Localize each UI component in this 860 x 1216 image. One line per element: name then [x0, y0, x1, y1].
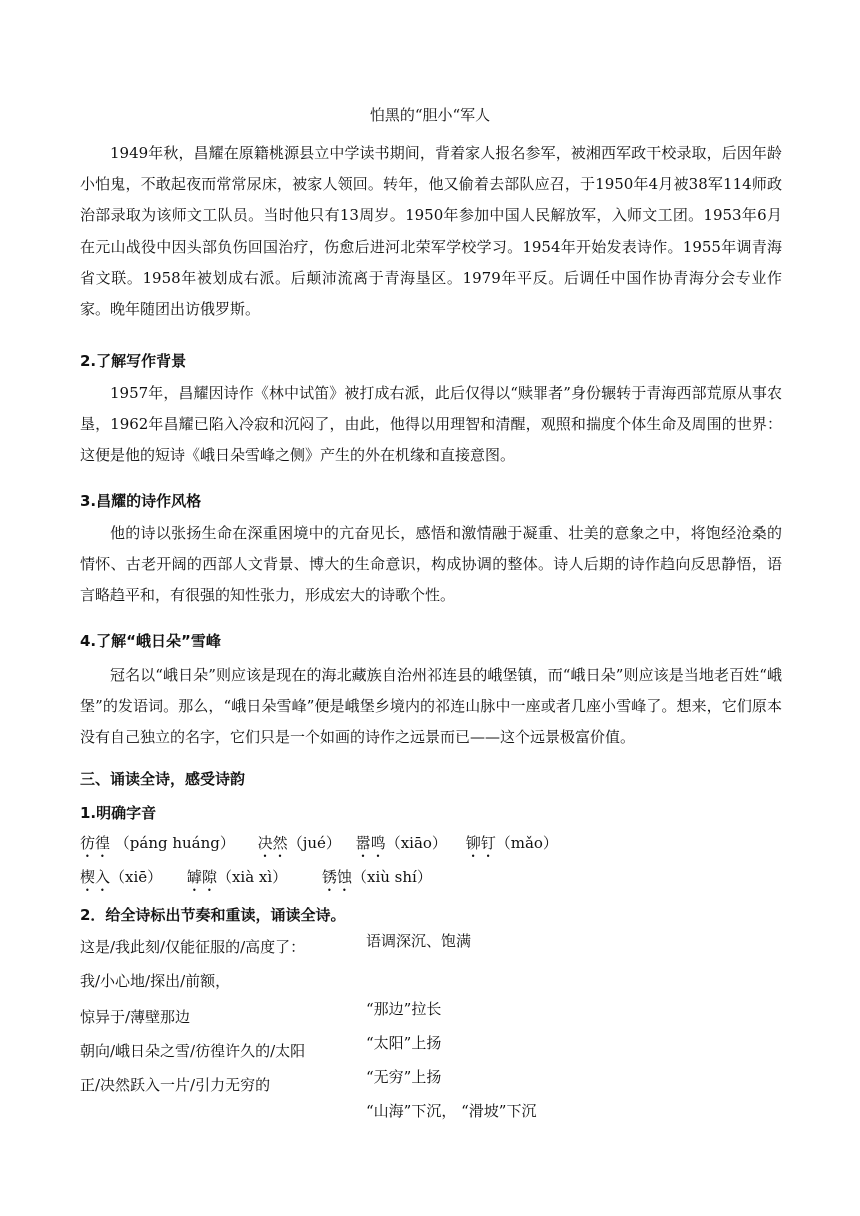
pronunciation-heading: 1.明确字音 [80, 804, 157, 822]
section-title: 怕黑的“胆小“军人 [369, 106, 491, 124]
rhythm-heading: 2．给全诗标出节奏和重读，诵读全诗。 [80, 906, 346, 924]
poem-line: 惊异于/薄壁那边 [80, 1008, 191, 1026]
pron-item: 罅隙（xià xì） [186, 868, 288, 886]
pron-item: 锈蚀（xiù shí） [321, 868, 432, 886]
poem-line: 我/小心地/探出/前额， [80, 972, 231, 990]
pronunciation-row-2 [80, 866, 432, 895]
bio-paragraph: 1949年秋，昌耀在原籍桃源县立中学读书期间，背着家人报名参军，被湘西军政干校录取，后因年龄小怕鬼，不敢起夜而常常尿床，被家人领回。转年，他又偷着去部队应召，于1950年4月被38军114师政治部录取为该师文工队员。当时他只有13周岁。1950年参加中国人民解放军，入师文工团。1953年6月在元山战役中因头部负伤回国治疗，伤愈后进河北荣军学校学习。1954年开始发表诗作。1955年调青海省文联。1958年被划成右派。后颠沛流离于青海垦区。1979年平反。后调任中国作协青海分会专业作家。晚年随团出访俄罗斯。 [80, 144, 782, 319]
reading-note: “那边”拉长 [366, 1000, 442, 1018]
section-heading-style: 3.昌耀的诗作风格 [80, 492, 202, 510]
pron-item: 铆钉（mǎo） [465, 834, 558, 852]
poem-line: 正/决然跃入一片/引力无穷的 [80, 1076, 271, 1094]
reading-note: “山海”下沉， “滑坡”下沉 [366, 1102, 537, 1120]
style-paragraph: 他的诗以张扬生命在深重困境中的亢奋见长，感悟和激情融于凝重、壮美的意象之中，将饱经沧桑的情怀、古老开阔的西部人文背景、博大的生命意识，构成协调的整体。诗人后期的诗作趋向反思静悟，语言略趋平和，有很强的知性张力，形成宏大的诗歌个性。 [80, 524, 782, 605]
part-heading-recite: 三、诵读全诗，感受诗韵 [80, 770, 246, 788]
poem-line: 朝向/峨日朵之雪/彷徨许久的/太阳 [80, 1042, 306, 1060]
poem-line: 这是/我此刻/仅能征服的/高度了： [80, 938, 306, 956]
pron-item: 决然（jué） [257, 834, 341, 852]
section-heading-peak: 4.了解“峨日朵”雪峰 [80, 632, 221, 650]
reading-note: “无穷”上扬 [366, 1068, 442, 1086]
peak-paragraph: 冠名以“峨日朵”则应该是现在的海北藏族自治州祁连县的峨堡镇，而“峨日朵”则应该是当地老百姓“峨堡”的发语词。那么，“峨日朵雪峰”便是峨堡乡境内的祁连山脉中一座或者几座小雪峰了。想来，它们原本没有自己独立的名字，它们只是一个如画的诗作之远景而已——这个远景极富价值。 [80, 666, 782, 747]
section-heading-background: 2.了解写作背景 [80, 352, 187, 370]
reading-note: 语调深沉、饱满 [366, 932, 472, 950]
reading-note: “太阳”上扬 [366, 1034, 442, 1052]
background-paragraph: 1957年，昌耀因诗作《林中试笛》被打成右派，此后仅得以“赎罪者”身份辗转于青海西部荒原从事农垦，1962年昌耀已陷入冷寂和沉闷了，由此，他得以用理智和清醒，观照和揣度个体生命及周围的世界：这便是他的短诗《峨日朵雪峰之侧》产生的外在机缘和直接意图。 [80, 384, 782, 465]
pron-item: 彷徨 （páng huáng） [80, 834, 235, 852]
pron-item: 嚣鸣（xiāo） [355, 834, 447, 852]
pronunciation-row-1 [80, 832, 558, 861]
pron-item: 楔入（xiē） [80, 868, 163, 886]
